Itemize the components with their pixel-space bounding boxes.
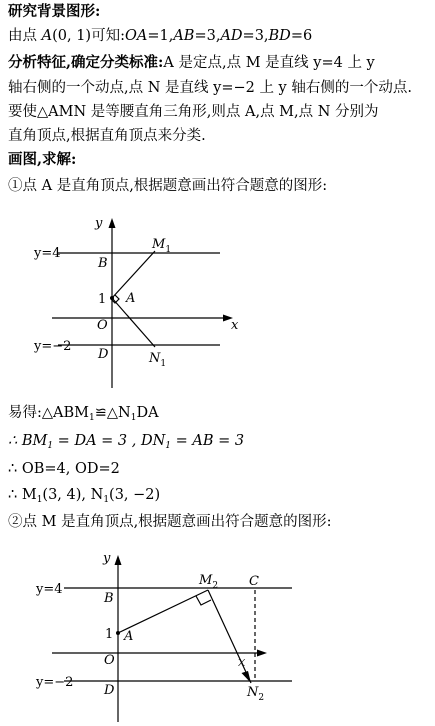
tick-1-label: 1: [98, 292, 107, 307]
section-title: 研究背景图形:: [8, 3, 101, 20]
case1-intro: ①点 A 是直角顶点,根据题意画出符合题意的图形:: [8, 178, 328, 194]
point-a-dot: [110, 296, 114, 300]
figure-case1: [0, 205, 435, 395]
given-line: [8, 26, 312, 46]
point-a-dot: [116, 631, 120, 635]
point-d-label: D: [104, 683, 115, 698]
congruence-statement: 易得$:\triangle ABM_1≌\triangle N_1DA$: [8, 405, 159, 423]
line-ym2-label: y=−2: [34, 339, 72, 354]
point-n1-label: $N_1$: [149, 351, 167, 369]
analysis-line-3: 要使△AMN 是等腰直角三角形,则点 A,点 M,点 N 分别为: [8, 104, 379, 120]
point-a-label: A: [124, 629, 134, 644]
y-axis-label: y: [103, 551, 111, 566]
line-y4-label: y=4: [34, 246, 61, 261]
origin-label: O: [104, 653, 115, 668]
point-b-label: B: [104, 591, 114, 606]
y-arrow-icon: [109, 218, 116, 228]
analysis-line-1: [8, 53, 375, 73]
point-a-label: A: [126, 291, 136, 306]
coordinates-statement: ∴ $M_1(3$, 4), $N_1(3$, −2): [8, 487, 161, 505]
line-ym2-label: y=−2: [36, 675, 74, 690]
drawing-heading: 画图,求解:: [8, 151, 77, 168]
point-m2-label: $M_2$: [199, 573, 219, 591]
ab-value: =3,: [194, 28, 221, 44]
analysis-heading: 分析特征,确定分类标准:: [8, 54, 164, 71]
x-axis-label: x: [238, 655, 246, 670]
y-axis-label: y: [95, 216, 103, 231]
bd-label: BD: [268, 28, 291, 44]
analysis-line-4: 直角顶点,根据直角顶点来分类.: [8, 128, 206, 144]
oa-value: =1,: [147, 28, 174, 44]
given-text: 由点: [8, 28, 37, 44]
segment-am2: [118, 590, 208, 633]
case2-intro: ②点 M 是直角顶点,根据题意画出符合题意的图形:: [8, 514, 332, 530]
point-d-label: D: [98, 347, 109, 362]
ad-value: =3,: [242, 28, 269, 44]
ab-label: AB: [173, 28, 195, 44]
oa-label: OA: [124, 28, 148, 44]
point-a-label: A: [41, 28, 53, 44]
bd-value: =6: [290, 28, 313, 44]
right-angle-mark: [196, 596, 211, 605]
ad-label: AD: [220, 28, 243, 44]
x-arrow-icon: [257, 650, 267, 657]
origin-label: O: [97, 318, 108, 333]
ob-od-statement: ∴ OB=4, OD=2: [8, 461, 120, 477]
analysis-text-1: A 是定点,点 M 是直线 y=4 上 y: [163, 55, 375, 71]
lengths-statement: ∴ $BM_1$ = DA = 3 , $DN_1$ = AB = 3: [8, 433, 245, 451]
point-m1-label: $M_1$: [152, 237, 172, 255]
analysis-line-2: 轴右侧的一个动点,点 N 是直线 y=−2 上 y 轴右侧的一个动点.: [8, 80, 412, 96]
figure-case2: [0, 540, 435, 726]
line-y4-label: y=4: [36, 582, 63, 597]
tick-1-label: 1: [105, 627, 114, 642]
given-coord: (0, 1)可知:: [52, 28, 125, 44]
point-b-label: B: [98, 256, 108, 271]
point-n2-label: $N_2$: [247, 685, 265, 703]
x-axis-label: x: [231, 318, 239, 333]
point-c-label: C: [249, 574, 259, 589]
y-arrow-icon: [115, 555, 122, 565]
